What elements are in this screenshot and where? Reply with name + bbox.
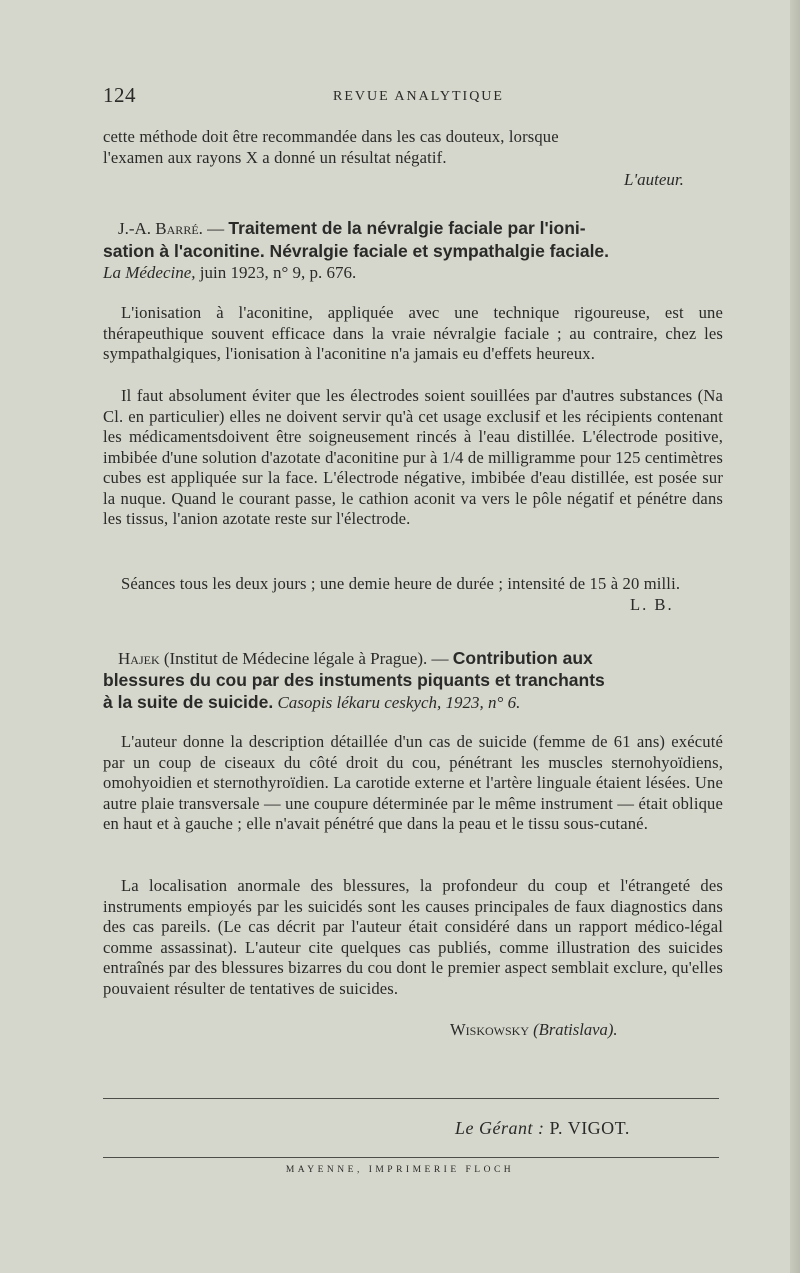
article2-signature-place: (Bratislava). bbox=[533, 1020, 618, 1039]
printer-imprint: MAYENNE, IMPRIMERIE FLOCH bbox=[285, 1165, 515, 1175]
page-number: 124 bbox=[103, 83, 136, 107]
intro-line-2: l'examen aux rayons X a donné un résultat négatif. bbox=[103, 148, 447, 167]
page-edge-shadow bbox=[790, 0, 800, 1273]
page-header bbox=[103, 83, 723, 113]
footer-rule-top bbox=[103, 1098, 719, 1099]
article2-signature bbox=[450, 1020, 618, 1040]
article2-paragraph-2: La localisation anormale des blessures, la profondeur du coup et l'étrangeté des instruments empioyés par les suicidés sont les causes principales de faux diagnostics dans des cas pareils. (Le cas décrit par l'auteur était considéré dans un rapport médico-légal comme assassinat). L'auteur cite quelques cas publiés, comme illustration des suicides entraînés par des blessures bizarres du cou dont le premier aspect semblait exclure, qu'elles pouvaient résulter de tentatives de suicides. bbox=[103, 876, 723, 998]
article1-author: J.-A. Barré. bbox=[118, 219, 203, 238]
article1-title-part1: Traitement de la névralgie faciale par l'ioni- bbox=[228, 218, 586, 238]
article1-journal: La Médecine, bbox=[103, 263, 196, 282]
article1-paragraph-3: Séances tous les deux jours ; une demie heure de durée ; intensité de 15 à 20 milli. bbox=[121, 574, 681, 593]
gerant-name: P. VIGOT. bbox=[549, 1118, 630, 1138]
article2-heading-line3 bbox=[103, 692, 728, 714]
article2-title-part3: à la suite de suicide. bbox=[103, 692, 274, 712]
intro-line-1: cette méthode doit être recommandée dans les cas douteux, lorsque bbox=[103, 127, 559, 146]
article1-citation-line bbox=[103, 263, 728, 284]
article1-paragraph-2: Il faut absolument éviter que les électrodes soient souillées par d'autres substances (Na Cl. en particulier) elles ne doivent servir qu'à cet usage exclusif et les récipients contenant les médicamentsdoivent être soigneusement rincés à l'eau distillée. L'électrode positive, imbibée d'une solution d'azotate d'aconitine pur à 1/4 de milligramme pour 125 centimètres cubes est appliquée sur la face. L'électrode négative, imbibée d'eau distillée, est posée sur la nuque. Quand le courant passe, le cathion aconit va vers le pôle négatif et pénétre dans les tissus, l'anion azotate reste sur l'électrode. bbox=[103, 386, 723, 528]
gerant-label: Le Gérant : bbox=[455, 1118, 545, 1138]
article2-affiliation: (Institut de Médecine légale à Prague). — bbox=[159, 649, 453, 668]
intro-signature: L'auteur. bbox=[624, 170, 684, 189]
article2-heading-line1 bbox=[118, 648, 730, 670]
article1-heading-line1 bbox=[118, 218, 730, 240]
article2-heading-line2 bbox=[103, 670, 728, 692]
article1-paragraph-1: L'ionisation à l'aconitine, appliquée avec une technique rigoureuse, est une thérapeuthique souvent efficace dans la vraie névralgie faciale ; au contraire, chez les sympathalgiques, l'ionisation à l'aconitine n'a jamais eu d'effets heureux. bbox=[103, 303, 723, 363]
article1-heading-line2 bbox=[103, 241, 728, 263]
article2-title-part1: Contribution aux bbox=[452, 648, 593, 668]
article1-dash: — bbox=[202, 219, 229, 238]
article2-journal: Casopis lékaru ceskych, 1923, n° 6. bbox=[277, 693, 521, 712]
article1-signature: L. B. bbox=[630, 595, 674, 614]
article2-paragraph-1: L'auteur donne la description détaillée d'un cas de suicide (femme de 61 ans) exécuté par un coup de ciseaux du côté droit du cou, pénétrant les muscles sternohyoïdiens, omohyoidien et sternothyroïdien. La carotide externe et l'artère linguale étaient lésées. Une autre plaie transversale — une coupure déterminée par le même instrument — était oblique en haut et à gauche ; elle n'avait pénétré que dans la peau et le tissu sous-cutané. bbox=[103, 732, 723, 833]
article2-signature-name: Wiskowsky bbox=[450, 1020, 529, 1039]
article2-author: Hajek bbox=[118, 649, 160, 668]
article2-title-part2: blessures du cou par des instuments piquants et tranchants bbox=[103, 670, 605, 690]
article1-title-part2: sation à l'aconitine. Névralgie faciale et sympathalgie faciale. bbox=[103, 241, 610, 261]
gerant-line bbox=[455, 1118, 630, 1139]
footer-rule-bottom bbox=[103, 1157, 719, 1158]
article1-citation: juin 1923, n° 9, p. 676. bbox=[195, 263, 357, 282]
running-title: REVUE ANALYTIQUE bbox=[333, 89, 504, 104]
